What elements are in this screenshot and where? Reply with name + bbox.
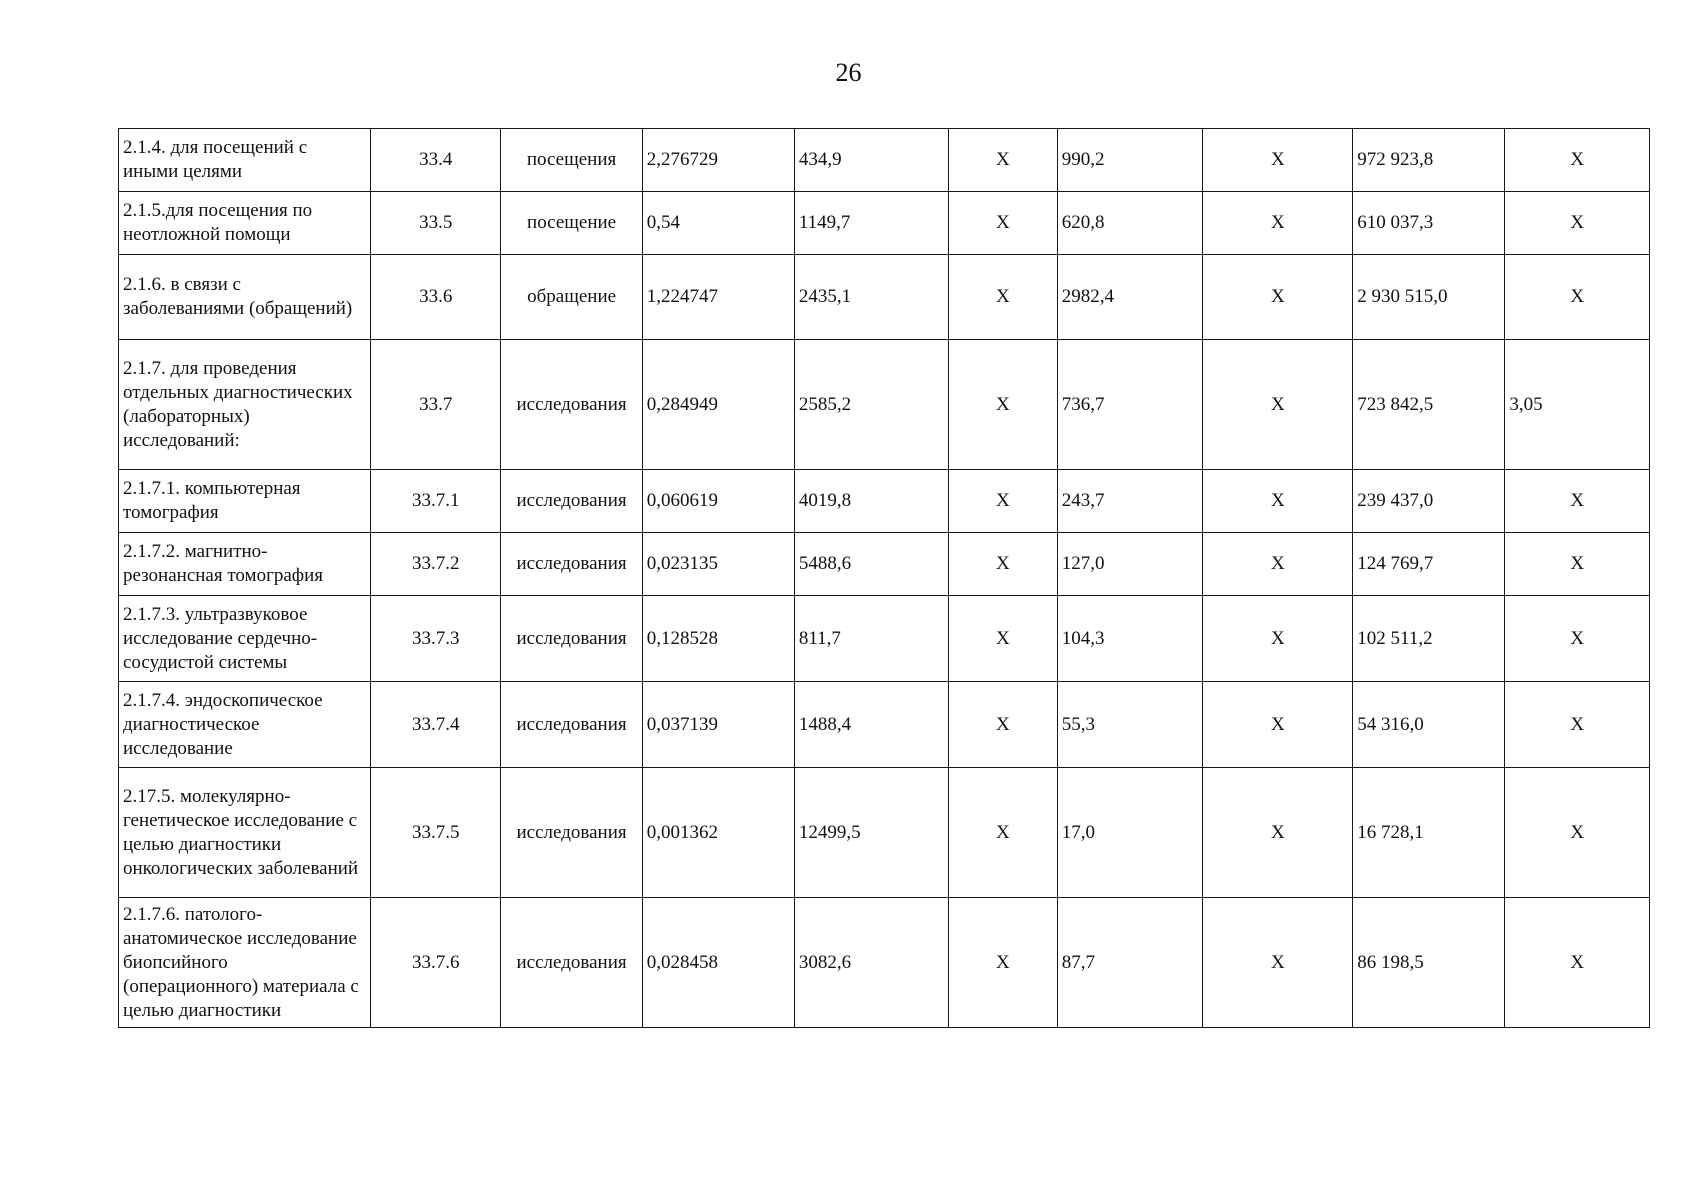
- row-value-8: Х: [1203, 768, 1353, 898]
- row-value-7: 104,3: [1057, 596, 1203, 682]
- row-code: 33.4: [371, 129, 501, 192]
- row-value-4: 0,037139: [642, 682, 794, 768]
- row-value-6: Х: [949, 768, 1058, 898]
- row-value-10: Х: [1505, 129, 1650, 192]
- row-value-6: Х: [949, 470, 1058, 533]
- row-value-4: 1,224747: [642, 255, 794, 340]
- row-value-7: 990,2: [1057, 129, 1203, 192]
- table-row: [119, 682, 1650, 768]
- row-value-8: Х: [1203, 533, 1353, 596]
- row-unit: исследования: [501, 768, 642, 898]
- row-value-8: Х: [1203, 682, 1353, 768]
- row-value-10: Х: [1505, 470, 1650, 533]
- row-value-6: Х: [949, 192, 1058, 255]
- row-value-10: Х: [1505, 898, 1650, 1028]
- table-row: [119, 470, 1650, 533]
- row-value-9: 86 198,5: [1353, 898, 1505, 1028]
- row-value-8: Х: [1203, 129, 1353, 192]
- row-value-9: 16 728,1: [1353, 768, 1505, 898]
- row-value-9: 239 437,0: [1353, 470, 1505, 533]
- row-value-9: 124 769,7: [1353, 533, 1505, 596]
- row-value-6: Х: [949, 682, 1058, 768]
- row-value-6: Х: [949, 596, 1058, 682]
- row-value-5: 5488,6: [794, 533, 948, 596]
- row-value-7: 243,7: [1057, 470, 1203, 533]
- row-value-8: Х: [1203, 340, 1353, 470]
- row-value-9: 54 316,0: [1353, 682, 1505, 768]
- table-row: [119, 533, 1650, 596]
- row-value-5: 3082,6: [794, 898, 948, 1028]
- row-value-4: 2,276729: [642, 129, 794, 192]
- row-name: 2.1.7.6. патолого-анатомическое исследование биопсийного (операционного) материала с целью диагностики: [119, 898, 371, 1028]
- table-row: [119, 192, 1650, 255]
- row-unit: исследования: [501, 898, 642, 1028]
- row-code: 33.7: [371, 340, 501, 470]
- row-value-10: Х: [1505, 768, 1650, 898]
- row-value-6: Х: [949, 340, 1058, 470]
- table-row: [119, 596, 1650, 682]
- row-value-7: 2982,4: [1057, 255, 1203, 340]
- row-unit: исследования: [501, 533, 642, 596]
- row-value-9: 610 037,3: [1353, 192, 1505, 255]
- row-value-10: Х: [1505, 533, 1650, 596]
- row-code: 33.7.1: [371, 470, 501, 533]
- table-row: [119, 898, 1650, 1028]
- row-code: 33.7.2: [371, 533, 501, 596]
- row-name: 2.1.6. в связи с заболеваниями (обращений): [119, 255, 371, 340]
- row-value-7: 127,0: [1057, 533, 1203, 596]
- row-value-10: Х: [1505, 682, 1650, 768]
- row-code: 33.7.5: [371, 768, 501, 898]
- row-name: 2.1.7.4. эндоскопическое диагностическое исследование: [119, 682, 371, 768]
- row-value-10: Х: [1505, 192, 1650, 255]
- row-value-5: 811,7: [794, 596, 948, 682]
- row-value-5: 2585,2: [794, 340, 948, 470]
- table-body: [119, 129, 1650, 1028]
- row-code: 33.6: [371, 255, 501, 340]
- table-row: [119, 340, 1650, 470]
- row-value-9: 723 842,5: [1353, 340, 1505, 470]
- row-unit: исследования: [501, 470, 642, 533]
- row-value-7: 87,7: [1057, 898, 1203, 1028]
- table-row: [119, 255, 1650, 340]
- row-name: 2.1.7.1. компьютерная томография: [119, 470, 371, 533]
- row-unit: посещение: [501, 192, 642, 255]
- row-unit: обращение: [501, 255, 642, 340]
- row-value-4: 0,028458: [642, 898, 794, 1028]
- row-value-7: 736,7: [1057, 340, 1203, 470]
- row-name: 2.17.5. молекулярно-генетическое исследование с целью диагностики онкологических заболеваний: [119, 768, 371, 898]
- row-value-9: 2 930 515,0: [1353, 255, 1505, 340]
- row-value-5: 1488,4: [794, 682, 948, 768]
- row-value-6: Х: [949, 533, 1058, 596]
- row-name: 2.1.7.3. ультразвуковое исследование сердечно-сосудистой системы: [119, 596, 371, 682]
- row-code: 33.7.6: [371, 898, 501, 1028]
- row-value-8: Х: [1203, 470, 1353, 533]
- row-value-5: 2435,1: [794, 255, 948, 340]
- table-row: [119, 129, 1650, 192]
- row-value-4: 0,060619: [642, 470, 794, 533]
- row-value-10: 3,05: [1505, 340, 1650, 470]
- row-value-7: 55,3: [1057, 682, 1203, 768]
- row-value-9: 972 923,8: [1353, 129, 1505, 192]
- row-unit: исследования: [501, 596, 642, 682]
- row-name: 2.1.4. для посещений с иными целями: [119, 129, 371, 192]
- row-name: 2.1.7.2. магнитно-резонансная томография: [119, 533, 371, 596]
- row-value-8: Х: [1203, 898, 1353, 1028]
- row-value-4: 0,284949: [642, 340, 794, 470]
- row-value-4: 0,001362: [642, 768, 794, 898]
- row-value-9: 102 511,2: [1353, 596, 1505, 682]
- row-value-10: Х: [1505, 596, 1650, 682]
- row-value-4: 0,128528: [642, 596, 794, 682]
- row-name: 2.1.5.для посещения по неотложной помощи: [119, 192, 371, 255]
- row-value-8: Х: [1203, 596, 1353, 682]
- row-value-10: Х: [1505, 255, 1650, 340]
- data-table: [118, 128, 1650, 1028]
- page-number: 26: [835, 58, 862, 87]
- row-value-5: 434,9: [794, 129, 948, 192]
- row-value-6: Х: [949, 255, 1058, 340]
- row-unit: исследования: [501, 682, 642, 768]
- row-unit: посещения: [501, 129, 642, 192]
- row-name: 2.1.7. для проведения отдельных диагностических (лабораторных) исследований:: [119, 340, 371, 470]
- table-row: [119, 768, 1650, 898]
- row-unit: исследования: [501, 340, 642, 470]
- row-value-4: 0,023135: [642, 533, 794, 596]
- row-value-5: 12499,5: [794, 768, 948, 898]
- row-code: 33.7.3: [371, 596, 501, 682]
- row-value-5: 1149,7: [794, 192, 948, 255]
- row-value-6: Х: [949, 898, 1058, 1028]
- row-value-6: Х: [949, 129, 1058, 192]
- row-value-7: 620,8: [1057, 192, 1203, 255]
- row-value-4: 0,54: [642, 192, 794, 255]
- row-value-8: Х: [1203, 255, 1353, 340]
- row-value-7: 17,0: [1057, 768, 1203, 898]
- row-code: 33.7.4: [371, 682, 501, 768]
- row-value-8: Х: [1203, 192, 1353, 255]
- row-value-5: 4019,8: [794, 470, 948, 533]
- row-code: 33.5: [371, 192, 501, 255]
